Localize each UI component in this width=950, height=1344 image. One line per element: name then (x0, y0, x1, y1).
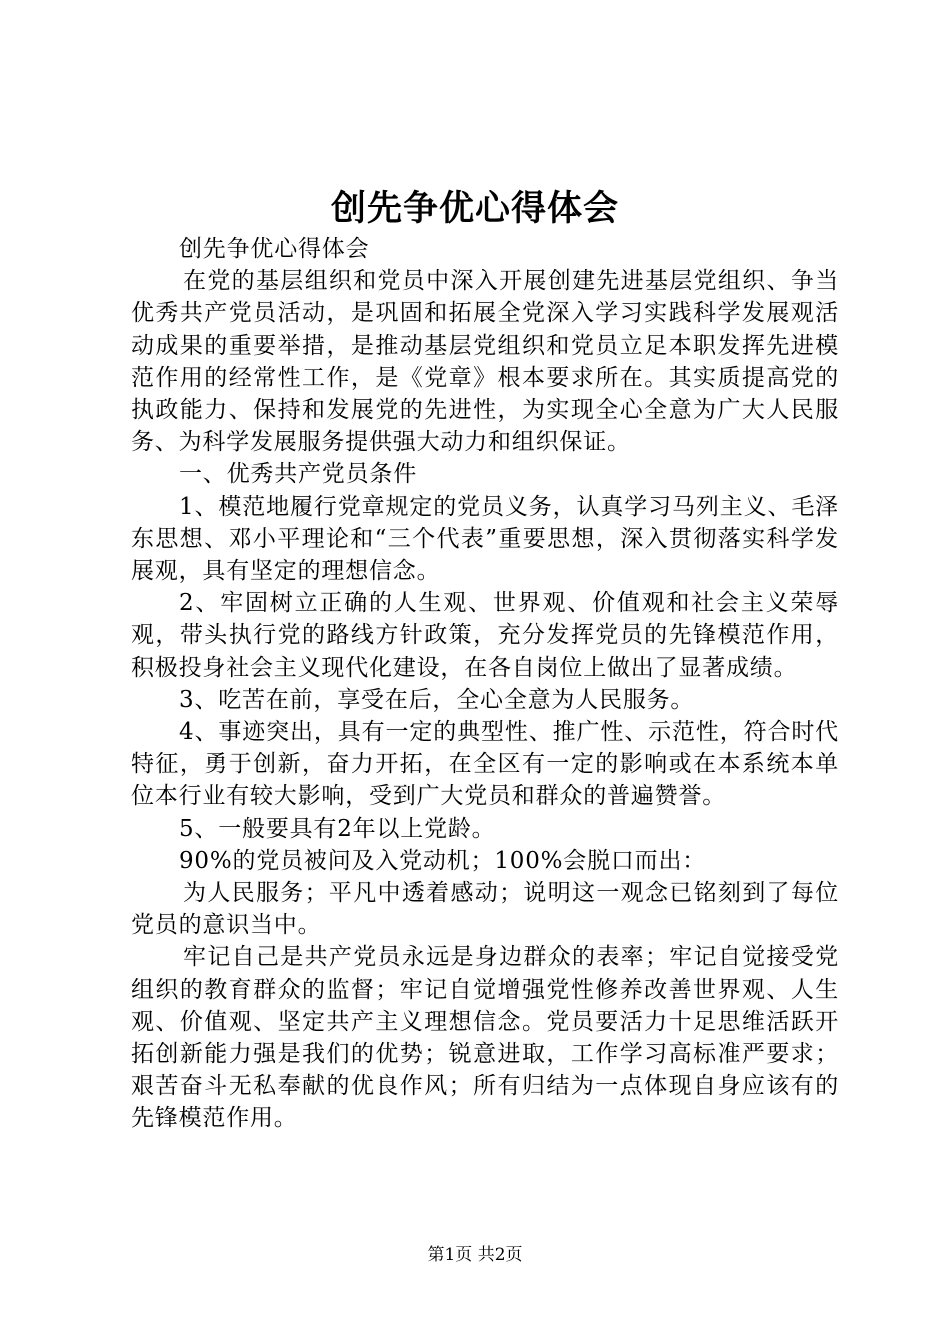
service-paragraph: 为人民服务；平凡中透着感动；说明这一观念已铭刻到了每位党员的意识当中。 (131, 880, 839, 939)
intro-paragraph: 在党的基层组织和党员中深入开展创建先进基层党组织、争当优秀共产党员活动，是巩固和拓展全党深入学习实践科学发展观活动成果的重要举措，是推动基层党组织和党员立足本职发挥先进模范作用的经常性工作，是《党章》根本要求所在。其实质提高党的执政能力、保持和发展党的先进性，为实现全心全意为广大人民服务、为科学发展服务提供强大动力和组织保证。 (131, 268, 839, 456)
condition-item-1: 1、模范地履行党章规定的党员义务，认真学习马列主义、毛泽东思想、邓小平理论和“三个代表”重要思想，深入贯彻落实科学发展观，具有坚定的理想信念。 (131, 493, 839, 585)
closing-paragraph: 牢记自己是共产党员永远是身边群众的表率；牢记自觉接受党组织的教育群众的监督；牢记自觉增强党性修养改善世界观、人生观、价值观、坚定共产主义理想信念。党员要活力十足思维活跃开拓创新能力强是我们的优势；锐意进取，工作学习高标准严要求；艰苦奋斗无私奉献的优良作风；所有归结为一点体现自身应该有的先锋模范作用。 (131, 944, 839, 1132)
condition-item-3: 3、吃苦在前，享受在后，全心全意为人民服务。 (179, 686, 695, 713)
document-title: 创先争优心得体会 (330, 188, 619, 229)
condition-item-5: 5、一般要具有2年以上党龄。 (179, 815, 496, 842)
document-body (131, 233, 839, 1135)
condition-item-4: 4、事迹突出，具有一定的典型性、推广性、示范性，符合时代特征，勇于创新，奋力开拓，在全区有一定的影响或在本系统本单位本行业有较大影响，受到广大党员和群众的普遍赞誉。 (131, 719, 839, 810)
survey-paragraph: 90%的党员被问及入党动机；100%会脱口而出： (179, 847, 707, 874)
section-heading: 一、优秀共产党员条件 (179, 461, 417, 488)
subtitle-paragraph: 创先争优心得体会 (179, 236, 370, 262)
page-number-footer: 第1页 共2页 (427, 1245, 523, 1265)
condition-item-2: 2、牢固树立正确的人生观、世界观、价值观和社会主义荣辱观，带头执行党的路线方针政策，充分发挥党员的先锋模范作用，积极投身社会主义现代化建设，在各自岗位上做出了显著成绩。 (131, 590, 839, 681)
